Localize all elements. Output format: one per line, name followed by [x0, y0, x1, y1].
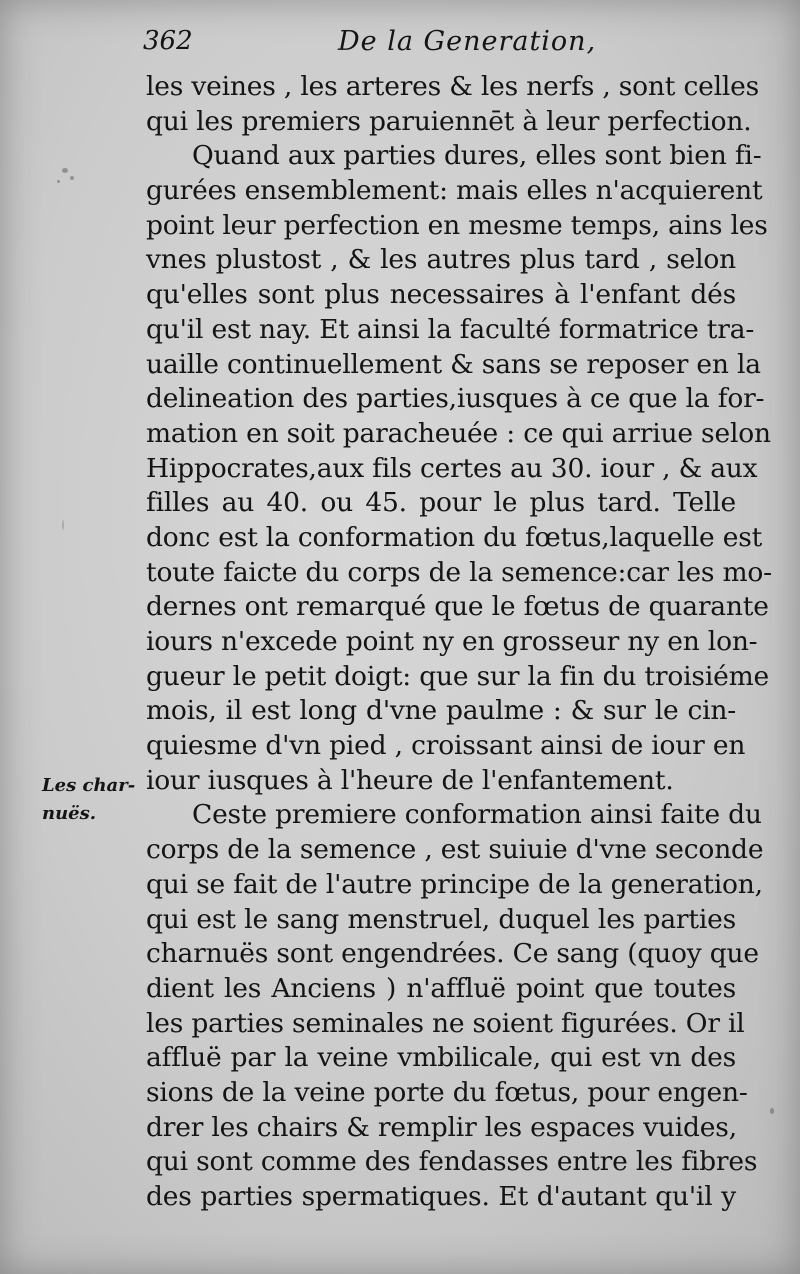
- margin-note-line: Les char-: [42, 775, 136, 796]
- text-line: qu'il est nay. Et ainsi la faculté formatrice tra-: [146, 313, 755, 345]
- text-line: sions de la veine porte du fœtus, pour engen-: [146, 1076, 748, 1108]
- text-line: gueur le petit doigt: que sur la fin du troisiéme: [146, 660, 769, 692]
- running-title: De la Generation,: [338, 26, 597, 57]
- text-line: les veines , les arteres & les nerfs , sont celles: [146, 71, 760, 102]
- text-line: donc est la conformation du fœtus,laquelle est: [146, 521, 763, 553]
- text-line: iour iusques à l'heure de l'enfantement.: [146, 764, 674, 796]
- text-line: qui est le sang menstruel, duquel les parties: [146, 903, 736, 935]
- text-line: gurées ensemblement: mais elles n'acquierent: [146, 175, 763, 207]
- paragraph-start-line: Quand aux parties dures, elles sont bien fi-: [192, 140, 762, 172]
- text-line: dient les Anciens ) n'affluë point que toutes: [146, 972, 736, 1004]
- paragraph-start-line: Ceste premiere conformation ainsi faite du: [192, 799, 762, 831]
- text-line: qu'elles sont plus necessaires à l'enfant dés: [146, 279, 736, 311]
- text-line: dernes ont remarqué que le fœtus de quarante: [146, 591, 769, 623]
- text-line: qui les premiers paruiennēt à leur perfection.: [146, 105, 752, 137]
- text-line: drer les chairs & remplir les espaces vuides,: [146, 1111, 737, 1143]
- text-line: filles au 40. ou 45. pour le plus tard. Telle: [146, 487, 736, 519]
- page-number: 362: [143, 26, 193, 56]
- text-line: point leur perfection en mesme temps, ains les: [146, 209, 768, 241]
- text-line: qui sont comme des fendasses entre les fibres: [146, 1146, 758, 1178]
- text-line: les parties seminales ne soient figurées. Or il: [146, 1007, 745, 1039]
- body-text: [146, 70, 772, 1215]
- text-line: mation en soit paracheuée : ce qui arriue selon: [146, 417, 771, 449]
- text-line: qui se fait de l'autre principe de la generation,: [146, 868, 763, 900]
- text-line: des parties spermatiques. Et d'autant qu'il y: [146, 1181, 736, 1212]
- margin-note: [42, 772, 142, 828]
- text-line: vnes plustost , & les autres plus tard , selon: [146, 244, 736, 276]
- running-head: [143, 26, 763, 66]
- text-line: iours n'excede point ny en grosseur ny en lon-: [146, 626, 758, 657]
- text-line: charnuës sont engendrées. Ce sang (quoy que: [146, 938, 759, 970]
- text-line: Hippocrates,aux fils certes au 30. iour , & aux: [146, 452, 758, 484]
- text-line: toute faicte du corps de la semence:car les mo-: [146, 556, 772, 588]
- text-line: delineation des parties,iusques à ce que la for-: [146, 383, 765, 415]
- text-line: affluë par la veine vmbilicale, qui est vn des: [146, 1042, 736, 1074]
- text-line: uaille continuellement & sans se reposer en la: [146, 348, 761, 380]
- margin-note-line: nuës.: [42, 803, 97, 824]
- text-line: corps de la semence , est suiuie d'vne seconde: [146, 834, 764, 866]
- text-line: mois, il est long d'vne paulme : & sur le cin-: [146, 695, 736, 727]
- text-line: quiesme d'vn pied , croissant ainsi de iour en: [146, 730, 746, 762]
